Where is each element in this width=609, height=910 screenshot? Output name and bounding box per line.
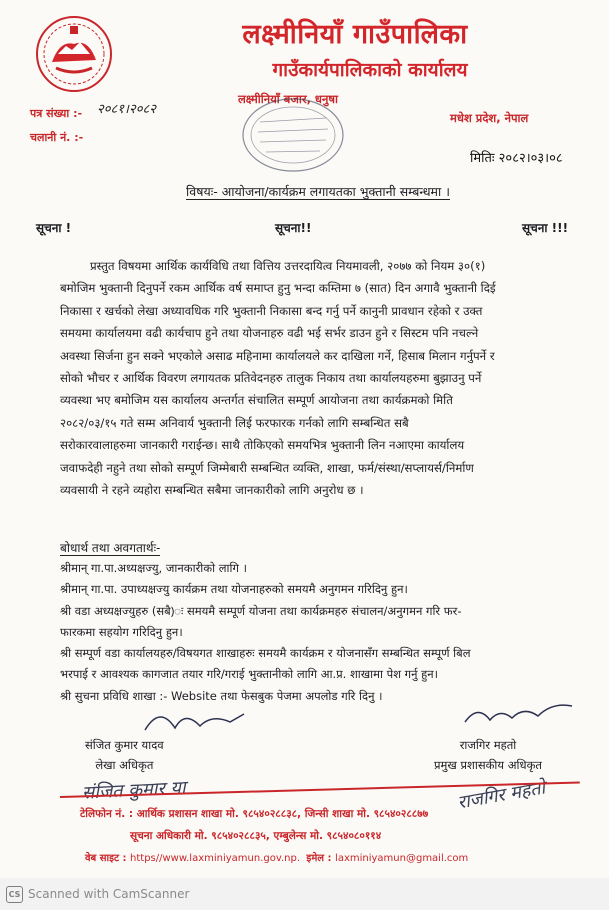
body-line: २०८२/०३/१५ गते सम्म अनिवार्य भुक्तानी लिई फरफारक गर्नको लागि सम्बन्धित सबै <box>60 415 409 430</box>
body-line: व्यवसायी ने रहने व्यहोरा सम्बन्धित सबैमा जानकारीको लागि अनुरोध छ । <box>60 483 364 498</box>
signatory-right-title: प्रमुख प्रशासकीय अधिकृत <box>434 758 542 772</box>
camscanner-logo-icon: CS <box>6 886 23 903</box>
footer-phone-line: टेलिफोन नं. : आर्थिक प्रशासन शाखा मो. ९८५४०२८८३८, जिन्सी शाखा मो. ९८५४०२८८७७ <box>80 808 429 820</box>
footer-web-line: वेब साइट : https//www.laxminiyamun.gov.np. इमेल : laxminiyamun@gmail.com <box>85 853 469 864</box>
body-line: व्यवस्था भए बमोजिम यस कार्यालय अन्तर्गत संचालित सम्पूर्ण आयोजना तथा कार्यक्रमको मिति <box>60 393 453 408</box>
body-line: सोको भौचर र आर्थिक विवरण लगायतक प्रतिवेदनहरु तालुक निकाय तथा कार्यालयहरुमा बुझाउनु पर्ने <box>60 371 482 386</box>
notice-left: सूचना ! <box>36 221 72 235</box>
letter-body <box>60 255 590 501</box>
cc-item: श्री वडा अध्यक्षज्युहरु (सबै)ः समयमै सम्पूर्ण योजना तथा कार्यक्रमहरु संचालन/अनुगमन गरि फर- <box>60 603 462 618</box>
cc-heading: बोधार्थ तथा अवगतार्थः- <box>60 541 161 555</box>
dispatch-number-label: चलानी नं. :- <box>30 131 84 144</box>
letter-number-label: पत्र संख्या :- <box>30 107 83 120</box>
cc-list <box>60 558 590 707</box>
body-line: निकासा र खर्चको लेखा अध्यावधिक गरि भुक्तानी निकासा बन्द गर्नु पर्ने कानुनी प्रावधान रहेको र उक्त <box>60 303 483 318</box>
body-line: जवाफदेही नहुने तथा सोको सम्पूर्ण जिम्मेबारी सम्बन्धित व्यक्ति, शाखा, फर्म/संस्था/सप्लायर्स/निर्माण <box>60 460 474 475</box>
municipality-title: लक्ष्मीनियाँ गाउँपालिका <box>242 19 468 50</box>
cc-item: श्री सुचना प्रविधि शाखा :- Website तथा फेसबुक पेजमा अपलोड गरि दिनु । <box>60 688 383 703</box>
signatory-left <box>85 735 164 775</box>
cc-item: भरपाई र आवश्यक कागजात तयार गरि/गराई भुक्तानीको लागि आ.प्र. शाखामा पेश गर्नु हुन। <box>60 667 439 682</box>
footer-contact-line: सूचना अधिकारी मो. ९८५४०२८८३५, एम्बुलेन्स मो. ९८५४०८०११४ <box>130 830 382 842</box>
signatory-right <box>434 735 542 775</box>
letter-number-value: २०८१।२०८२ <box>97 102 157 117</box>
body-line: सरोकारवालाहरुमा जानकारी गराईन्छ। साथै तोकिएको समयभित्र भुक्तानी लिन नआएमा कार्यालय <box>60 438 465 453</box>
signatory-left-name: संजित कुमार यादव <box>85 738 164 752</box>
body-line: बमोजिम भुक्तानी दिनुपर्ने रकम आर्थिक वर्ष समाप्त हुनु भन्दा कम्तिमा ७ (सात) दिन अगावै भुक्तानी दिई <box>60 281 496 296</box>
cc-item: श्री सम्पूर्ण वडा कार्यालयहरु/विषयगत शाखाहरुः समयमै कार्यक्रम र योजनासँग सम्बन्धित सम्पूर्ण बिल <box>60 646 471 661</box>
signatory-left-title: लेखा अधिकृत <box>95 758 154 772</box>
letter-date: मितिः २०८२।०३।०८ <box>470 151 563 166</box>
notice-right: सूचना !!! <box>522 221 569 235</box>
cc-item: फारकमा सहयोग गरिदिनु हुन। <box>60 624 183 639</box>
body-line: अवस्था सिर्जना हुन सक्ने भएकोले असाढ महिनामा कार्यालयले कर दाखिला गर्ने, हिसाब मिलान गर्नुपर्ने र <box>60 348 495 363</box>
body-line: समयमा कार्यालयमा वढी कार्यचाप हुने तथा योजनाहरु वढी भई सर्भर डाउन हुने र सिस्टम पनि नचल्ने <box>60 326 479 341</box>
handwritten-name-right: राजगिर महतो <box>455 777 547 814</box>
signature-left <box>140 700 250 740</box>
office-subtitle: गाउँकार्यपालिकाको कार्यालय <box>272 59 468 81</box>
website-link[interactable]: https//www.laxminiyamun.gov.np. <box>130 853 301 864</box>
handwritten-name-left: संजित कुमार या <box>81 777 187 804</box>
cc-item: श्रीमान् गा.पा. उपाध्यक्षज्यु कार्यक्रम तथा योजनाहरुको समयमै अनुगमन गरिदिनु हुन। <box>60 582 408 597</box>
province-label: मधेश प्रदेश, नेपाल <box>450 111 529 125</box>
scanner-watermark: Scanned with CamScanner <box>28 887 190 901</box>
body-line: प्रस्तुत विषयमा आर्थिक कार्यविधि तथा वित्तिय उत्तरदायित्व नियमावली, २०७७ को नियम ३०(१) <box>90 259 486 273</box>
notice-center: सूचना!! <box>275 221 312 235</box>
signatory-right-name: राजगिर महतो <box>459 738 517 752</box>
signature-right <box>460 696 580 736</box>
office-address: लक्ष्मीनियाँ बजार, धनुषा <box>238 92 339 106</box>
email-link[interactable]: laxminiyamun@gmail.com <box>335 853 469 864</box>
nepal-emblem-icon <box>34 14 114 94</box>
cc-item: श्रीमान् गा.पा.अध्यक्षज्यु, जानकारीको लागि । <box>60 561 247 575</box>
office-stamp <box>240 96 346 174</box>
letter-subject: विषयः- आयोजना/कार्यक्रम लगायतका भुक्तानी सम्बन्धमा । <box>186 184 450 199</box>
